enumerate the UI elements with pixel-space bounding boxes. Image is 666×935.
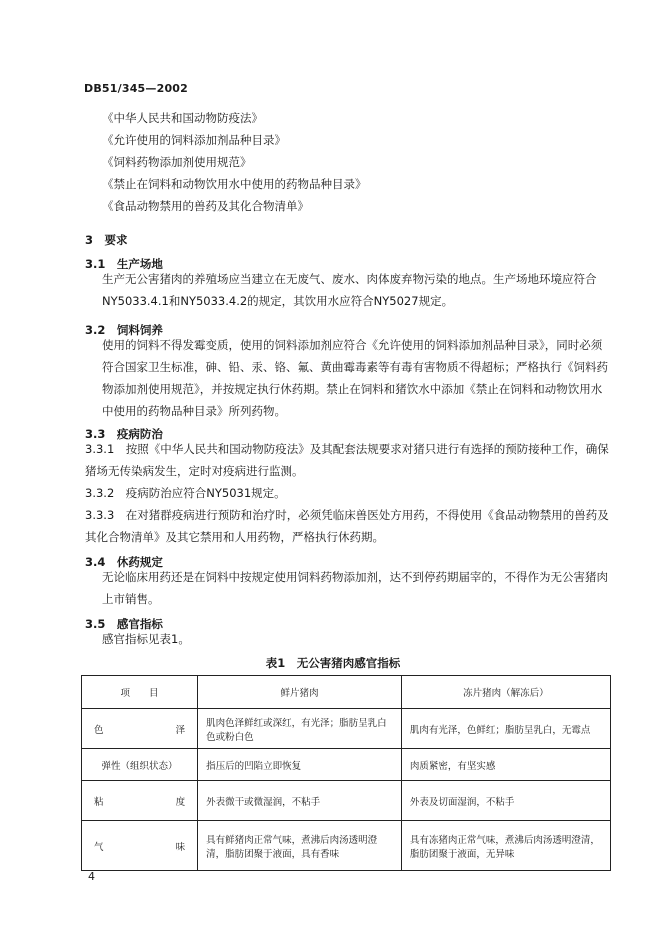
reference-item: 《食品动物禁用的兽药及其化合物清单》 [102,199,309,213]
cell-fresh: 外表微干或微湿润，不粘手 [198,781,402,821]
reference-item: 《允许使用的饲料添加剂品种目录》 [102,133,286,147]
section-3-4-heading: 3.4 休药规定 [85,555,163,569]
cell-fresh: 具有鲜猪肉正常气味，煮沸后肉汤透明澄清，脂肪团聚于液面，具有香味 [198,821,402,871]
table-caption: 表1 无公害猪肉感官指标 [265,656,401,670]
row-item-viscosity [82,781,198,821]
reference-item: 《中华人民共和国动物防疫法》 [102,111,263,125]
cell-frozen: 肉质紧密，有坚实感 [401,749,610,781]
item-char: 粘 [94,796,104,808]
standard-code: DB51/345—2002 [84,82,189,95]
row-item-odor [82,821,198,871]
item-char: 气 [94,841,104,853]
cell-frozen: 肌肉有光泽，色鲜红；脂肪呈乳白，无霉点 [401,709,610,749]
section-3-3-heading: 3.3 疫病防治 [85,427,163,441]
table-row [82,709,611,749]
header-item: 项 目 [82,676,198,709]
row-item-color [82,709,198,749]
header-frozen-pork: 冻片猪肉（解冻后） [401,676,610,709]
item-char: 色 [94,724,104,736]
section-3-2-heading: 3.2 饲料饲养 [85,323,163,337]
cell-fresh: 肌肉色泽鲜红或深红，有光泽；脂肪呈乳白色或粉白色 [198,709,402,749]
row-item-elasticity: 弹性（组织状态） [82,749,198,781]
cell-frozen: 外表及切面湿润，不粘手 [401,781,610,821]
table-header-row [82,676,611,709]
table-row [82,781,611,821]
header-fresh-pork: 鲜片猪肉 [198,676,402,709]
item-char: 度 [175,796,186,808]
section-3-3-3-text: 3.3.3 在对猪群疫病进行预防和治疗时，必须凭临床兽医处方用药，不得使用《食品动物禁用的兽药及其化合物清单》及其它禁用和人用药物，严格执行休药期。 [85,508,609,544]
section-3-3-1-text: 3.3.1 按照《中华人民共和国动物防疫法》及其配套法规要求对猪只进行有选择的预防接种工作，确保猪场无传染病发生，定时对疫病进行监测。 [85,442,609,478]
section-3-2-text: 使用的饲料不得发霉变质，使用的饲料添加剂应符合《允许使用的饲料添加剂品种目录》，同时必须符合国家卫生标准，砷、铅、汞、铬、氟、黄曲霉毒素等有毒有害物质不得超标；严格执行《饲料药物添加剂使用规范》，并按规定执行休药期。禁止在饲料和猪饮水中添加《禁止在饲料和动物饮用水中使用的药物品种目录》所列药物。 [102,338,608,418]
page-number: 4 [88,870,95,883]
section-3-5-heading: 3.5 感官指标 [85,617,163,631]
section-3-4-text: 无论临床用药还是在饲料中按规定使用饲料药物添加剂，达不到停药期届宰的，不得作为无公害猪肉上市销售。 [102,570,608,606]
section-3-heading: 3 要求 [85,233,128,247]
cell-fresh: 指压后的凹陷立即恢复 [198,749,402,781]
table-row [82,821,611,871]
section-3-1-heading: 3.1 生产场地 [85,257,163,271]
section-3-3-2-text: 3.3.2 疫病防治应符合NY5031规定。 [85,486,286,500]
reference-item: 《饲料药物添加剂使用规范》 [102,155,252,169]
section-3-1-text: 生产无公害猪肉的养殖场应当建立在无废气、废水、肉体废弃物污染的地点。生产场地环境应符合NY5033.4.1和NY5033.4.2的规定，其饮用水应符合NY5027规定。 [102,272,597,308]
item-char: 味 [175,841,186,853]
item-char: 泽 [175,724,186,736]
section-3-5-text: 感官指标见表1。 [102,632,190,646]
sensory-index-table [81,675,611,871]
table-row [82,749,611,781]
cell-frozen: 具有冻猪肉正常气味，煮沸后肉汤透明澄清，脂肪团聚于液面，无异味 [401,821,610,871]
reference-item: 《禁止在饲料和动物饮用水中使用的药物品种目录》 [102,177,367,191]
